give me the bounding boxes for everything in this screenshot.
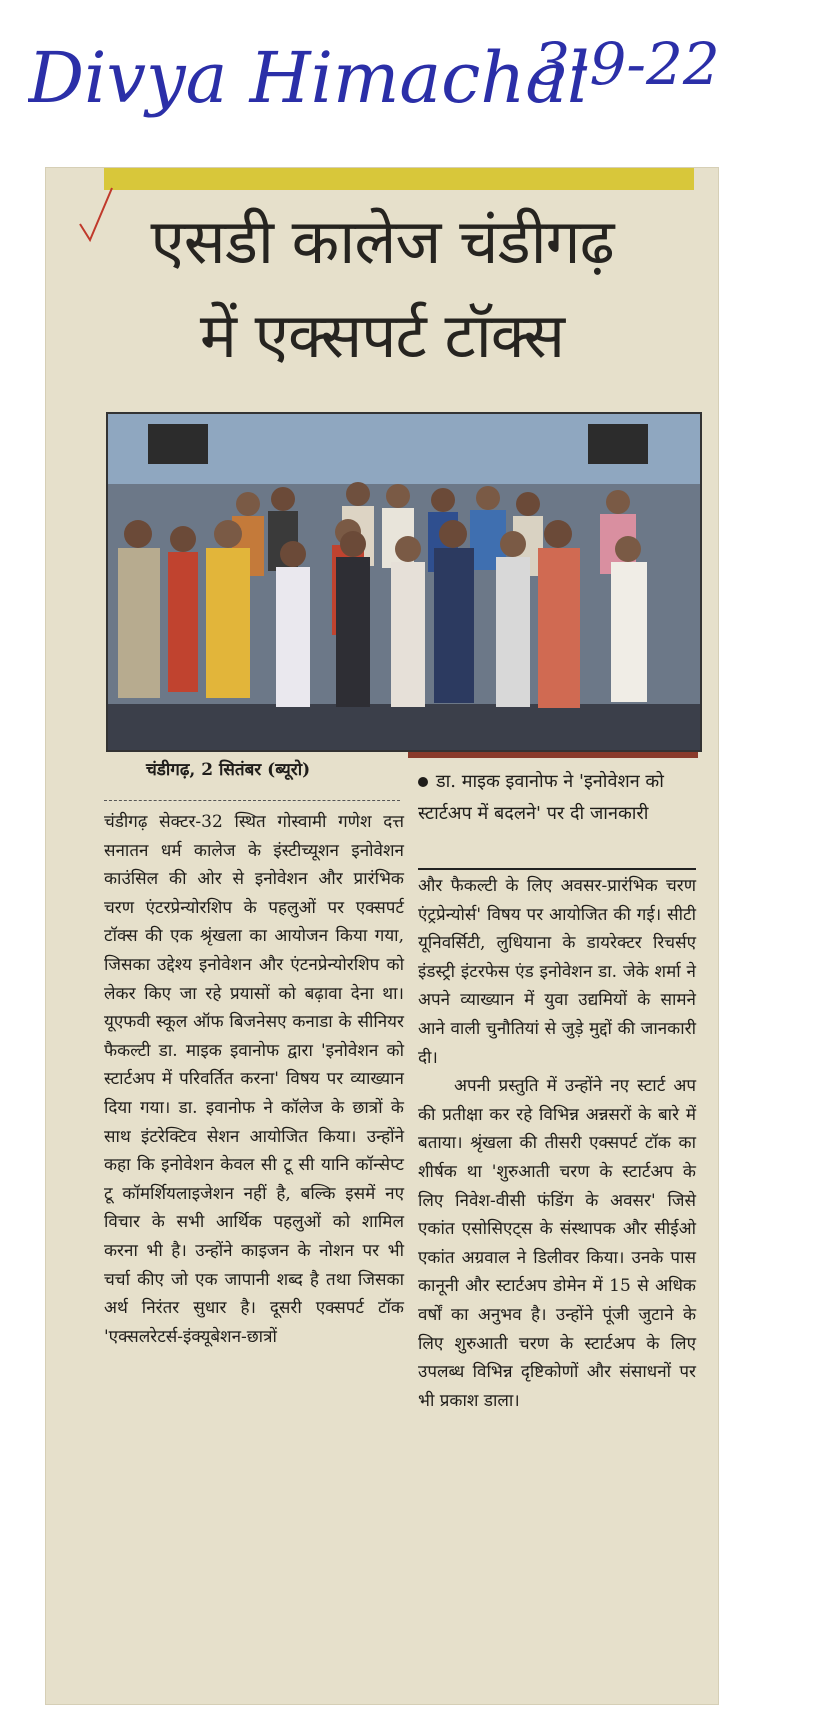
- bullet-icon: [418, 777, 428, 787]
- kicker: [418, 766, 694, 830]
- newspaper-clipping: [46, 168, 718, 1704]
- handwritten-publication: Divya Himachal: [28, 37, 590, 119]
- article-column-2: [418, 872, 696, 1415]
- photo-caption-rule: [408, 752, 698, 758]
- article-column-1: [104, 808, 404, 1351]
- group-photo: [106, 412, 702, 752]
- handwritten-note: [28, 12, 808, 132]
- highlight-bar: [104, 168, 694, 190]
- headline-line-2: में एक्सपर्ट टॉक्स: [199, 299, 565, 372]
- dateline-divider: [104, 800, 400, 801]
- column-2-paragraph-1: और फैकल्टी के लिए अवसर-प्रारंभिक चरण एंट्रप्रेन्योर्स' विषय पर आयोजित की गई। सीटी यूनिवर्सिटी, लुधियाना के डायरेक्टर रिचर्सए इंडस्ट्री इंटरफेस एंड इनोवेशन डा. जेके शर्मा ने अपने व्याख्यान में युवा उद्यमियों के सामने आने वाली चुनौतियां से जुड़े मुद्दों की जानकारी दी।: [418, 876, 696, 1068]
- column-2-paragraph-2: अपनी प्रस्तुति में उन्होंने नए स्टार्ट अप की प्रतीक्षा कर रहे विभिन्न अन्नसरों के बारे में बताया। श्रृंखला की तीसरी एक्सपर्ट टॉक का शीर्षक था 'शुरुआती चरण के स्टार्टअप के लिए निवेश-वीसी फंडिंग के अवसर' जिसे एकांत एसोसिएट्स के संस्थापक और सीईओ एकांत अग्रवाल ने डिलीवर किया। उनके पास कानूनी और स्टार्टअप डोमेन में 15 से अधिक वर्षों का अनुभव है। उन्होंने पूंजी जुटाने के लिए शुरुआती चरण के स्टार्टअप के लिए उपलब्ध विभिन्न दृष्टिकोणों और संसाधनों पर भी प्रकाश डाला।: [418, 1076, 696, 1411]
- headline-line-1: एसडी कालेज चंडीगढ़: [150, 205, 614, 278]
- kicker-divider: [418, 868, 696, 870]
- handwritten-date: 3-9-22: [533, 30, 720, 98]
- column-1-paragraph: चंडीगढ़ सेक्टर-32 स्थित गोस्वामी गणेश दत्त सनातन धर्म कालेज के इंस्टीच्यूशन इनोवेशन काउंसिल की ओर से इनोवेशन और प्रारंभिक चरण एंटरप्रेन्योरशिप के पहलुओं पर एक्सपर्ट टॉक्स की एक श्रृंखला का आयोजन किया गया, जिसका उद्देश्य इनोवेशन और एंटनप्रेन्योरशिप को लेकर किए जा रहे प्रयासों को बढ़ावा देना था। यूएफवी स्कूल ऑफ बिजनेसए कनाडा के सीनियर फैकल्टी डा. माइक इवानोफ द्वारा 'इनोवेशन को स्टार्टअप में परिवर्तित करना' विषय पर व्याख्यान दिया गया। डा. इवानोफ ने कॉलेज के छात्रों के साथ इंटरेक्टिव सेशन आयोजित किया। उन्होंने कहा कि इनोवेशन केवल सी टू सी यानि कॉन्सेप्ट टू कॉमर्शियलाइजेशन नहीं है, बल्कि इसमें नए विचार के सभी आर्थिक पहलुओं को शामिल करना भी है। उन्होंने काइजन के नोशन पर भी चर्चा कीए जो एक जापानी शब्द है तथा जिसका अर्थ निरंतर सुधार है। दूसरी एक्सपर्ट टॉक 'एक्सलरेटर्स-इंक्यूबेशन-छात्रों: [104, 812, 404, 1347]
- dateline: चंडीगढ़, 2 सितंबर (ब्यूरो): [146, 760, 311, 780]
- kicker-text: डा. माइक इवानोफ ने 'इनोवेशन को स्टार्टअप में बदलने' पर दी जानकारी: [418, 771, 664, 824]
